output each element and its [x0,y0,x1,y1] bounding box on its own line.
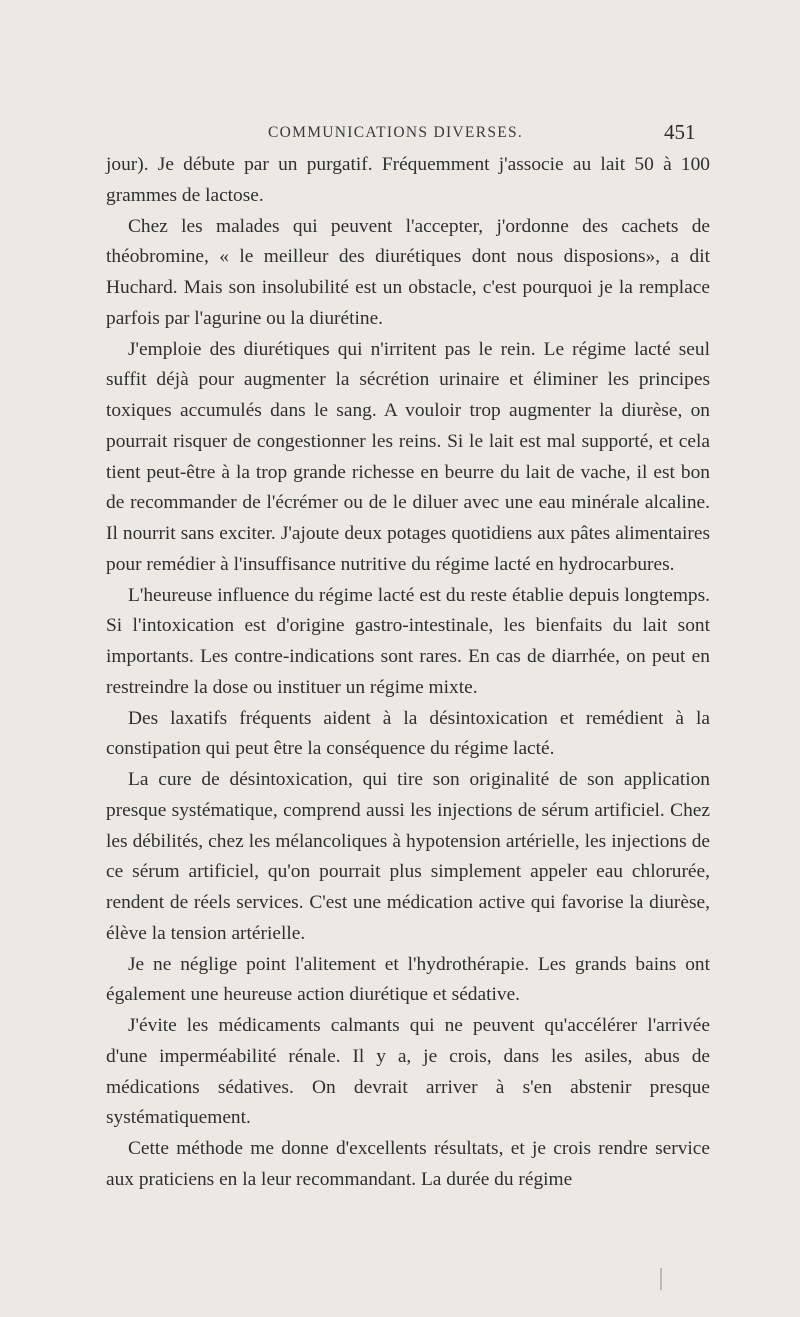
page-header [0,120,800,150]
paragraph-7: Je ne néglige point l'alitement et l'hydrothérapie. Les grands bains ont également une heureuse action diurétique et sédative. [106,953,710,1006]
paragraph-1: jour). Je débute par un purgatif. Fréquemment j'associe au lait 50 à 100 grammes de lactose. [106,154,710,206]
running-title: COMMUNICATIONS DIVERSES. [268,124,524,141]
paragraph-9: Cette méthode me donne d'excellents résultats, et je crois rendre service aux praticiens en la leur recommandant. La durée du régime [106,1138,710,1190]
paragraph-4: L'heureuse influence du régime lacté est du reste établie depuis longtemps. Si l'intoxication est d'origine gastro-intestinale, les bienfaits du lait sont importants. Les contre-indications sont rares. En cas de diarrhée, on peut en restreindre la dose ou instituer un régime mixte. [106,584,710,698]
paragraph-5: Des laxatifs fréquents aident à la désintoxication et remédient à la constipation qui peut être la conséquence du régime lacté. [106,707,710,760]
page-number: 451 [664,120,696,144]
body-text [106,150,710,1196]
margin-mark [660,1268,662,1290]
paragraph-8: J'évite les médicaments calmants qui ne peuvent qu'accélérer l'arrivée d'une imperméabilité rénale. Il y a, je crois, dans les asiles, abus de médications sédatives. On devrait arriver à s'en abstenir presque systématiquement. [106,1015,710,1129]
paragraph-3: J'emploie des diurétiques qui n'irritent pas le rein. Le régime lacté seul suffit déjà pour augmenter la sécrétion urinaire et éliminer les principes toxiques accumulés dans le sang. A vouloir trop augmenter la diurèse, on pourrait risquer de congestionner les reins. Si le lait est mal supporté, et cela tient peut-être à la trop grande richesse en beurre du lait de vache, il est bon de recommander de l'écrémer ou de le diluer avec une eau minérale alcaline. Il nourrit sans exciter. J'ajoute deux potages quotidiens aux pâtes alimentaires pour remédier à l'insuffisance nutritive du régime lacté en hydrocarbures. [106,338,710,575]
paragraph-6: La cure de désintoxication, qui tire son originalité de son application presque systématique, comprend aussi les injections de sérum artificiel. Chez les débilités, chez les mélancoliques à hypotension artérielle, les injections de ce sérum artificiel, qu'on pourrait plus simplement appeler eau chlorurée, rendent de réels services. C'est une médication active qui favorise la diurèse, élève la tension artérielle. [106,769,710,944]
paragraph-2: Chez les malades qui peuvent l'accepter, j'ordonne des cachets de théobromine, « le meilleur des diurétiques dont nous disposions», a dit Huchard. Mais son insolubilité est un obstacle, c'est pourquoi je la remplace parfois par l'agurine ou la diurétine. [106,215,710,329]
